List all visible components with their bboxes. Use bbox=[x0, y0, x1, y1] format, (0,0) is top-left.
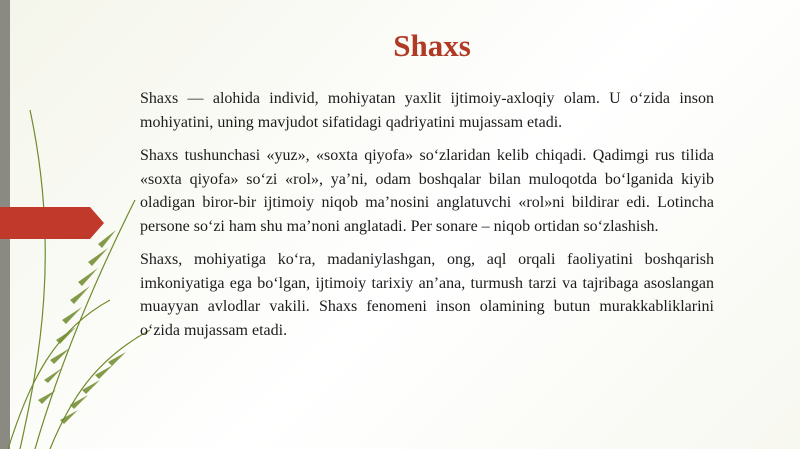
paragraph-2: Shaxs tushunchasi «yuz», «soxta qiyofa» so‘zlaridan kelib chiqadi. Qadimgi rus tilida «soxta qiyofa» so‘zi «rol», ya’ni, odam boshqalar bilan muloqotda bo‘lganida kiyib oladigan biror-bir ijtimoiy niqob ma’nosini anglatuvchi «rol»ni bildirar edi. Lotincha persone so‘zi ham shu ma’noni anglatadi. Per sonare – niqob ortidan so‘zlashish. bbox=[140, 147, 714, 235]
red-arrow-tab bbox=[0, 207, 104, 239]
slide-title: Shaxs bbox=[393, 28, 471, 63]
paragraph-1: Shaxs — alohida individ, mohiyatan yaxlit ijtimoiy-axloqiy olam. U o‘zida inson mohiyatini, uning mavjudot sifatidagi qadriyatini mujassam etadi. bbox=[140, 90, 714, 131]
paragraph-3: Shaxs, mohiyatiga ko‘ra, madaniylashgan, ong, aql orqali faoliyatini boshqarish imkoniyatiga ega bo‘lgan, ijtimoiy tarixiy an’ana, turmush tarzi va tajribaga asoslangan muayyan avlodlar vakili. Shaxs fenomeni inson olamining butun murakkabliklarini o‘zida mujassam etadi. bbox=[140, 251, 714, 339]
slide-body bbox=[140, 87, 714, 352]
